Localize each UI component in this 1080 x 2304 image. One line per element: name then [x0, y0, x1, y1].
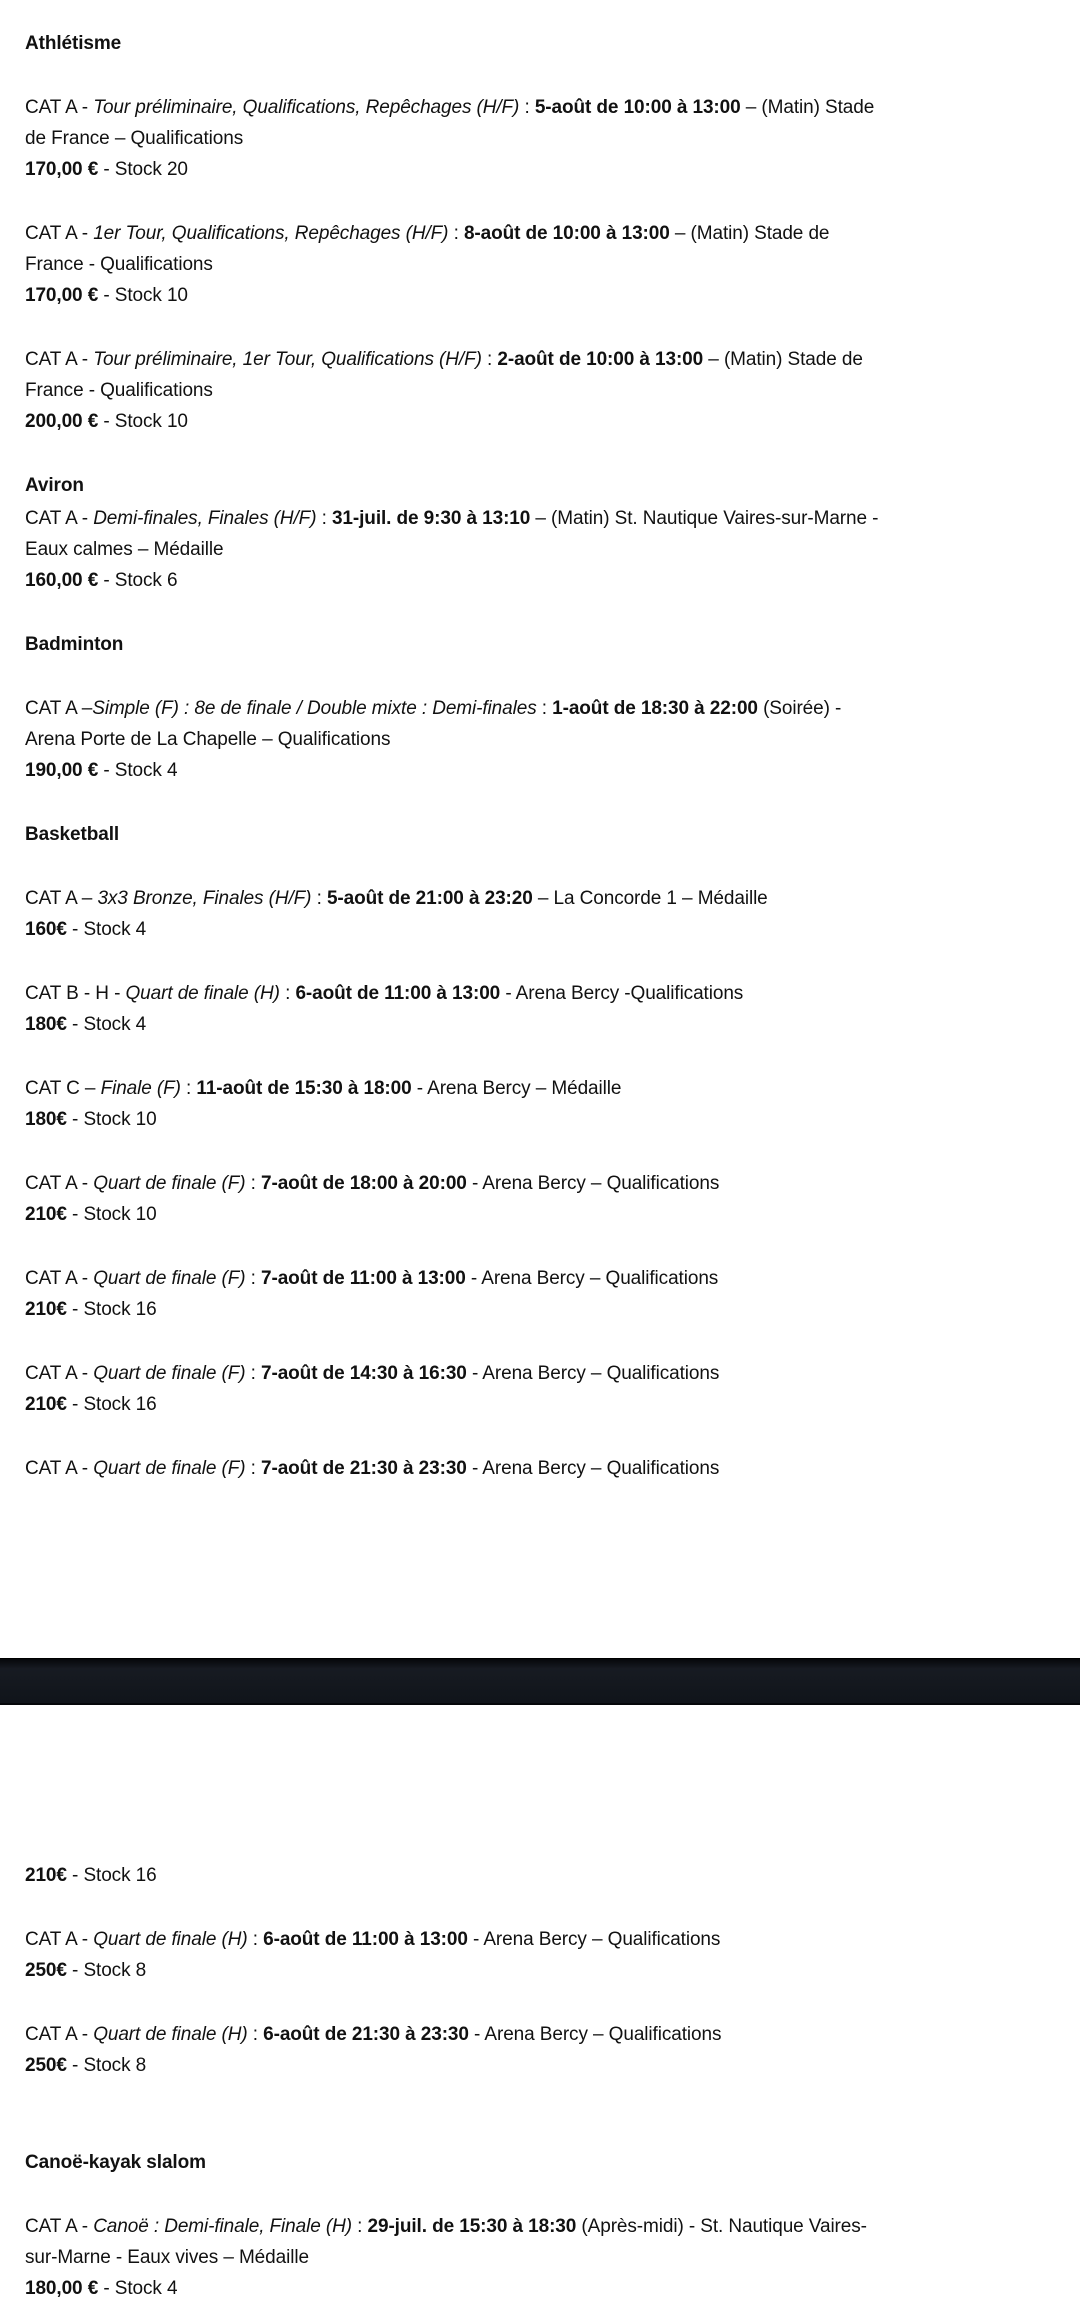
- stock-count: - Stock 16: [66, 1299, 157, 1320]
- price-line: [25, 1389, 1040, 1420]
- entry-text-run: CAT A -: [25, 508, 94, 529]
- stock-count: - Stock 4: [98, 2278, 178, 2299]
- event-name: Demi-finales, Finales (H/F): [93, 508, 317, 529]
- ticket-entry: [25, 344, 1040, 437]
- entry-text-run: – La Concorde 1 – Médaille: [532, 888, 768, 909]
- event-name: Quart de finale (F): [93, 1458, 246, 1479]
- entry-text: [25, 1073, 1040, 1104]
- ticket-entry: [25, 693, 1040, 786]
- entry-text-run: :: [519, 97, 535, 118]
- price-line: [25, 1104, 1040, 1135]
- entry-text: [25, 1263, 1040, 1294]
- entry-text: [25, 2211, 1040, 2273]
- price: 180,00 €: [25, 2278, 99, 2299]
- session-datetime: 7-août de 18:00 à 20:00: [261, 1173, 467, 1194]
- entry-text-run: :: [245, 1458, 262, 1479]
- event-name: Simple (F) : 8e de finale / Double mixte : Demi-finales: [92, 698, 537, 719]
- event-name: Tour préliminaire, 1er Tour, Qualifications (H/F): [93, 349, 482, 370]
- price-line: [25, 565, 1040, 596]
- event-name: Quart de finale (F): [93, 1363, 246, 1384]
- ticket-entry: [25, 1168, 1040, 1230]
- price: 210€: [25, 1865, 67, 1886]
- entry-text-run: Eaux calmes – Médaille: [25, 539, 224, 560]
- entry-text: [25, 344, 1040, 406]
- entry-text-run: :: [245, 1173, 262, 1194]
- price: 170,00 €: [25, 285, 99, 306]
- price-line: [25, 1294, 1040, 1325]
- ticket-entry: [25, 218, 1040, 311]
- entry-text-run: (Après-midi) - St. Nautique Vaires-: [576, 2216, 867, 2237]
- entry-text-run: CAT A –: [25, 888, 98, 909]
- price: 210€: [25, 1204, 67, 1225]
- session-datetime: 2-août de 10:00 à 13:00: [497, 349, 704, 370]
- stock-count: - Stock 8: [66, 2055, 147, 2076]
- sport-heading: Athlétisme: [25, 33, 122, 54]
- session-datetime: 6-août de 11:00 à 13:00: [263, 1929, 468, 1950]
- price: 180€: [25, 1014, 67, 1035]
- entry-text-run: :: [279, 983, 296, 1004]
- session-datetime: 8-août de 10:00 à 13:00: [463, 223, 670, 244]
- entry-text-run: - Arena Bercy – Qualifications: [467, 1929, 721, 1950]
- price: 160,00 €: [25, 570, 99, 591]
- page-break-separator: [0, 1658, 1080, 1705]
- session-datetime: 31-juil. de 9:30 à 13:10: [331, 508, 531, 529]
- price-line: [25, 1955, 1040, 1986]
- entry-text-run: CAT A -: [25, 1173, 94, 1194]
- session-datetime: 6-août de 11:00 à 13:00: [295, 983, 501, 1004]
- price-line: [25, 406, 1040, 437]
- entry-text-run: – (Matin) Stade de: [703, 349, 863, 370]
- entry-text-run: (Soirée) -: [757, 698, 842, 719]
- ticket-entry: [25, 92, 1040, 185]
- session-datetime: 5-août de 21:00 à 23:20: [326, 888, 533, 909]
- session-datetime: 7-août de 21:30 à 23:30: [261, 1458, 467, 1479]
- entry-text-run: - Arena Bercy – Qualifications: [466, 1173, 720, 1194]
- entry-text-run: - Arena Bercy – Médaille: [411, 1078, 622, 1099]
- entry-text-run: :: [247, 2024, 264, 2045]
- stock-count: - Stock 10: [66, 1109, 157, 1130]
- entry-text: [25, 218, 1040, 280]
- ticket-entry: [25, 1924, 1040, 1986]
- price: 160€: [25, 919, 67, 940]
- stock-count: - Stock 10: [66, 1204, 157, 1225]
- event-name: Quart de finale (H): [93, 1929, 248, 1950]
- event-name: Quart de finale (H): [93, 2024, 248, 2045]
- ticket-entry: [25, 2019, 1040, 2081]
- entry-text: [25, 883, 1040, 914]
- entry-text-run: CAT C –: [25, 1078, 101, 1099]
- price-line: [25, 1860, 1040, 1891]
- entry-text: [25, 1453, 1040, 1484]
- entry-text-run: :: [481, 349, 498, 370]
- entry-text-run: :: [536, 698, 553, 719]
- entry-text-run: :: [448, 223, 464, 244]
- sport-heading: Canoë-kayak slalom: [25, 2152, 206, 2173]
- entry-text-run: :: [180, 1078, 197, 1099]
- entry-text-run: CAT A –: [25, 698, 93, 719]
- event-name: Canoë : Demi-finale, Finale (H): [93, 2216, 352, 2237]
- entry-text-run: CAT A -: [25, 2024, 94, 2045]
- stock-count: - Stock 4: [66, 919, 147, 940]
- ticket-entry: [25, 1358, 1040, 1420]
- entry-text-run: CAT A -: [25, 1268, 94, 1289]
- session-datetime: 6-août de 21:30 à 23:30: [263, 2024, 469, 2045]
- session-datetime: 29-juil. de 15:30 à 18:30: [367, 2216, 577, 2237]
- entry-text-run: - Arena Bercy -Qualifications: [500, 983, 744, 1004]
- entry-text: [25, 1924, 1040, 1955]
- entry-text-run: CAT A -: [25, 1929, 94, 1950]
- entry-text: [25, 1168, 1040, 1199]
- price-line: [25, 1009, 1040, 1040]
- event-name: 3x3 Bronze, Finales (H/F): [97, 888, 312, 909]
- entry-text-run: :: [247, 1929, 264, 1950]
- entry-text-run: CAT A -: [25, 1363, 94, 1384]
- entry-text-run: CAT B - H -: [25, 983, 126, 1004]
- price: 210€: [25, 1299, 67, 1320]
- entry-text-run: - Arena Bercy – Qualifications: [465, 1268, 719, 1289]
- entry-text: [25, 2019, 1040, 2050]
- entry-text-run: :: [316, 508, 332, 529]
- entry-text-run: CAT A -: [25, 97, 94, 118]
- price-line: [25, 1199, 1040, 1230]
- price-line: [25, 755, 1040, 786]
- price-line: [25, 914, 1040, 945]
- price-line: [25, 280, 1040, 311]
- ticket-entry: [25, 1263, 1040, 1325]
- entry-text-run: – (Matin) Stade: [740, 97, 875, 118]
- price: 210€: [25, 1394, 67, 1415]
- sport-heading: Aviron: [25, 475, 84, 496]
- entry-text-run: :: [351, 2216, 368, 2237]
- stock-count: - Stock 16: [66, 1394, 157, 1415]
- entry-text-run: :: [311, 888, 327, 909]
- event-name: Quart de finale (H): [125, 983, 280, 1004]
- session-datetime: 1-août de 18:30 à 22:00: [552, 698, 758, 719]
- entry-text: [25, 503, 1040, 565]
- entry-text-run: France - Qualifications: [25, 254, 213, 275]
- stock-count: - Stock 10: [98, 285, 188, 306]
- stock-count: - Stock 6: [98, 570, 178, 591]
- ticket-entry: [25, 1453, 1040, 1484]
- session-datetime: 7-août de 14:30 à 16:30: [261, 1363, 467, 1384]
- entry-text-run: :: [245, 1268, 262, 1289]
- sport-heading: Basketball: [25, 824, 120, 845]
- ticket-entry: [25, 978, 1040, 1040]
- event-name: Quart de finale (F): [93, 1173, 246, 1194]
- price: 180€: [25, 1109, 67, 1130]
- entry-text-run: France - Qualifications: [25, 380, 213, 401]
- entry-text-run: CAT A -: [25, 223, 94, 244]
- stock-count: - Stock 4: [66, 1014, 147, 1035]
- event-name: 1er Tour, Qualifications, Repêchages (H/F): [93, 223, 449, 244]
- entry-text-run: – (Matin) Stade de: [669, 223, 830, 244]
- entry-text-run: de France – Qualifications: [25, 128, 244, 149]
- session-datetime: 11-août de 15:30 à 18:00: [196, 1078, 412, 1099]
- event-name: Finale (F): [100, 1078, 181, 1099]
- ticket-entry: [25, 1860, 1040, 1891]
- ticket-entry: [25, 883, 1040, 945]
- stock-count: - Stock 4: [98, 760, 178, 781]
- price: 170,00 €: [25, 159, 99, 180]
- entry-text-run: - Arena Bercy – Qualifications: [468, 2024, 722, 2045]
- entry-text-run: sur-Marne - Eaux vives – Médaille: [25, 2247, 309, 2268]
- ticket-entry: [25, 1073, 1040, 1135]
- stock-count: - Stock 10: [98, 411, 188, 432]
- entry-text-run: CAT A -: [25, 2216, 94, 2237]
- stock-count: - Stock 16: [66, 1865, 157, 1886]
- entry-text-run: - Arena Bercy – Qualifications: [466, 1363, 720, 1384]
- session-datetime: 5-août de 10:00 à 13:00: [534, 97, 741, 118]
- stock-count: - Stock 20: [98, 159, 188, 180]
- entry-text: [25, 693, 1040, 755]
- price-line: [25, 154, 1040, 185]
- event-name: Tour préliminaire, Qualifications, Repêchages (H/F): [93, 97, 520, 118]
- event-name: Quart de finale (F): [93, 1268, 246, 1289]
- entry-text-run: Arena Porte de La Chapelle – Qualifications: [25, 729, 391, 750]
- entry-text-run: – (Matin) St. Nautique Vaires-sur-Marne -: [530, 508, 879, 529]
- entry-text-run: :: [245, 1363, 262, 1384]
- price: 250€: [25, 1960, 67, 1981]
- ticket-entry: [25, 503, 1040, 596]
- session-datetime: 7-août de 11:00 à 13:00: [261, 1268, 466, 1289]
- price: 190,00 €: [25, 760, 99, 781]
- price-line: [25, 2273, 1040, 2304]
- entry-text-run: - Arena Bercy – Qualifications: [466, 1458, 720, 1479]
- price-line: [25, 2050, 1040, 2081]
- entry-text-run: CAT A -: [25, 349, 94, 370]
- price: 250€: [25, 2055, 67, 2076]
- entry-text: [25, 978, 1040, 1009]
- entry-text-run: CAT A -: [25, 1458, 94, 1479]
- price: 200,00 €: [25, 411, 99, 432]
- entry-text: [25, 1358, 1040, 1389]
- ticket-entry: [25, 2211, 1040, 2304]
- sport-heading: Badminton: [25, 634, 124, 655]
- stock-count: - Stock 8: [66, 1960, 147, 1981]
- entry-text: [25, 92, 1040, 154]
